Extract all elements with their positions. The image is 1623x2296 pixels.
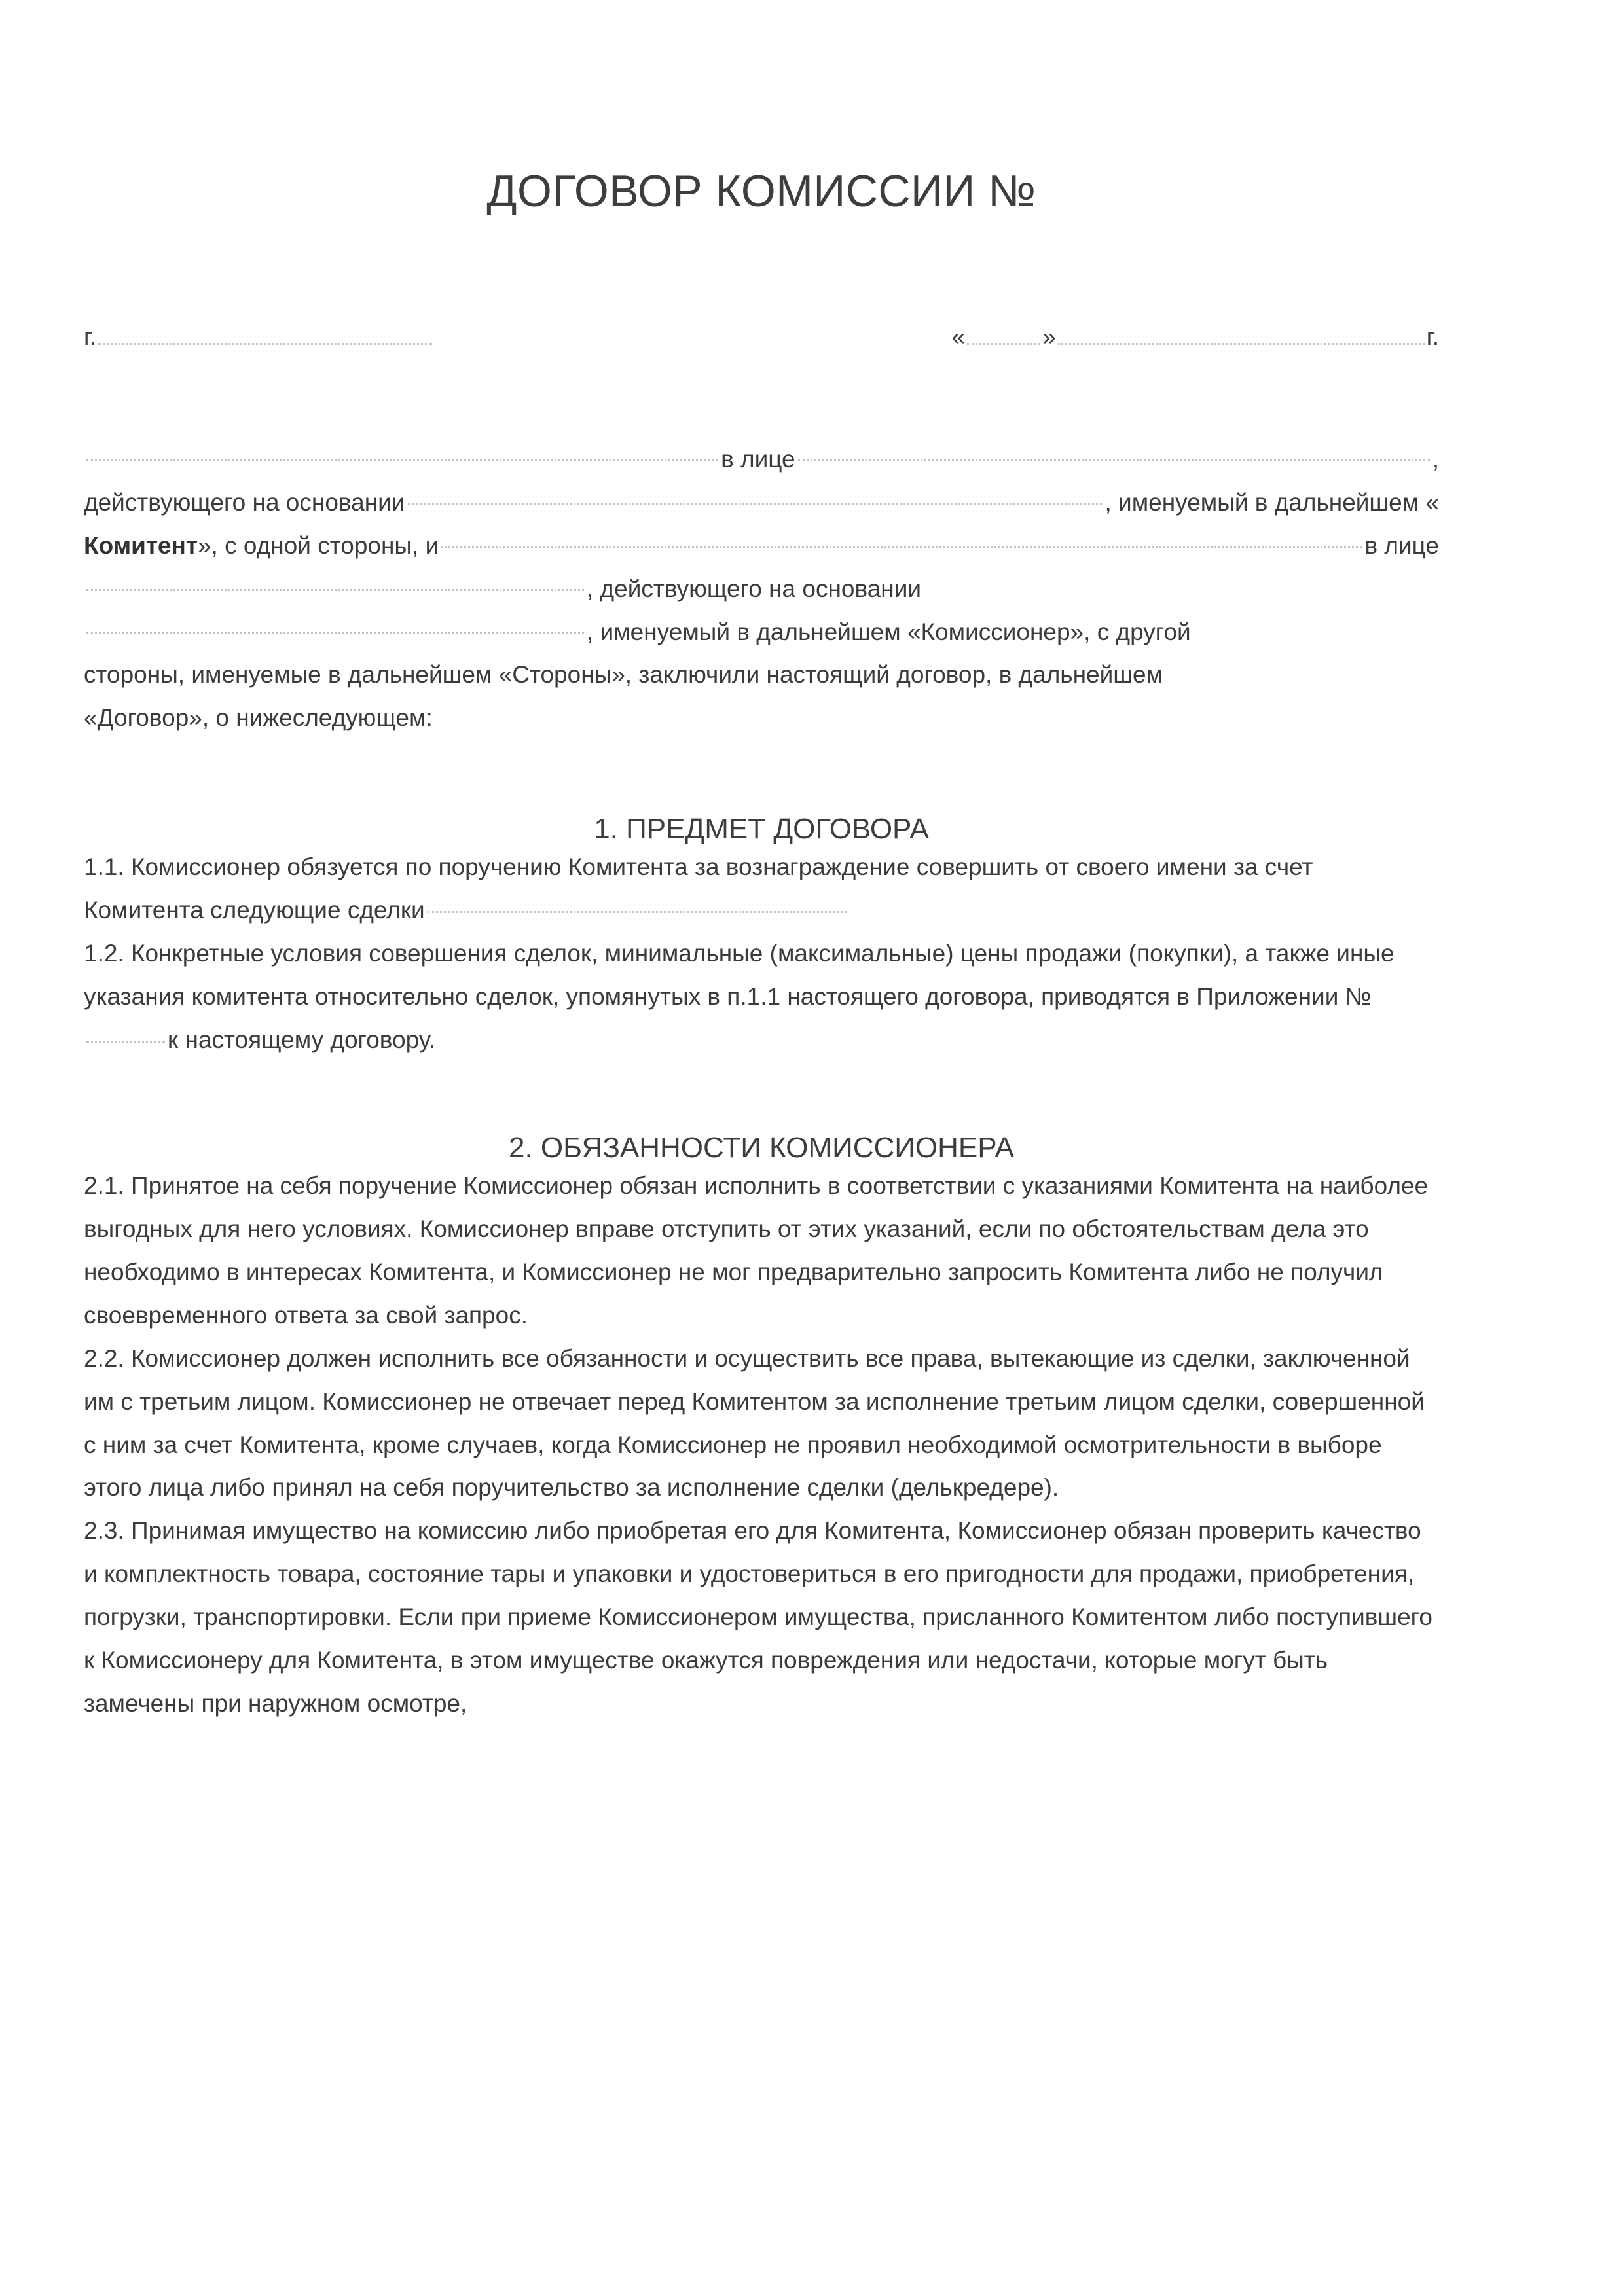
section-heading-2: 2. ОБЯЗАННОСТИ КОМИССИОНЕРА [509, 1132, 1014, 1164]
party2-representative-blank[interactable] [86, 588, 584, 591]
quote-close: » [1042, 323, 1056, 350]
date-field [952, 318, 1439, 355]
appendix-number-blank[interactable] [86, 1040, 165, 1043]
section-heading-1: 1. ПРЕДМЕТ ДОГОВОРА [594, 813, 929, 846]
party2-name-blank[interactable] [441, 545, 1362, 548]
preamble-line6-text: стороны, именуемые в дальнейшем «Стороны», заключили настоящий договор, в дальнейшем [84, 661, 1163, 689]
preamble-line-6 [84, 653, 1439, 696]
preamble-line-7 [84, 696, 1439, 740]
paragraph-1-1 [84, 846, 1439, 932]
preamble-line-5 [84, 611, 1439, 654]
month-year-blank-line[interactable] [1058, 342, 1425, 345]
preamble-line7-text: «Договор», о нижеследующем: [84, 704, 433, 732]
party1-basis-blank[interactable] [408, 502, 1103, 505]
paragraph-1-2 [84, 932, 1439, 1062]
page-title: ДОГОВОР КОМИССИИ № [486, 166, 1036, 216]
paragraph-2-2: 2.2. Комиссионер должен исполнить все обязанности и осуществить все права, вытекающие из сделки, заключенной им с третьим лицом. Комиссионер не отвечает перед Комитентом за исполнение третьим лицом сделки, совершенной с ним за счет Комитента, кроме случаев, когда Комиссионер не проявил необходимой осмотрительности в выборе этого лица либо принял на себя поручительство за исполнение сделки (делькредере). [84, 1344, 1425, 1501]
document-content [84, 0, 1439, 1725]
paragraph-2-1: 2.1. Принятое на себя поручение Комиссионер обязан исполнить в соответствии с указаниями Комитента на наиболее выгодных для него условиях. Комиссионер вправе отступить от этих указаний, если по обстоятельствам дела это необходимо в интересах Комитента, и Комиссионер не мог предварительно запросить Комитента либо не получил своевременного ответа за свой запрос. [84, 1172, 1429, 1329]
preamble-block [84, 438, 1439, 740]
preamble-line-1 [84, 438, 1439, 481]
preamble-line1-tail: , [1432, 446, 1439, 473]
preamble-basis-label-1: действующего на основании [84, 489, 405, 516]
party1-representative-blank[interactable] [798, 459, 1430, 461]
party1-name-blank[interactable] [86, 459, 718, 461]
preamble-line-4 [84, 567, 1439, 611]
preamble-line-2 [84, 481, 1439, 524]
preamble-line3-after: », с одной стороны, и [197, 531, 439, 559]
paragraph-1-1-text: 1.1. Комиссионер обязуется по поручению Комитента за вознаграждение совершить от своего имени за счет Комитента следующие сделки [84, 853, 1313, 924]
place-date-row [84, 318, 1439, 355]
quote-open: « [951, 323, 966, 350]
preamble-v-litse-label-2: в лице [1364, 531, 1439, 559]
paragraph-1-2-text-part2: к настоящему договору. [168, 1026, 435, 1053]
preamble-line4-tail: , действующего на основании [587, 575, 922, 602]
term-komitent: Комитент [84, 531, 198, 559]
place-field [84, 318, 434, 355]
deals-blank-line[interactable] [428, 910, 847, 913]
city-blank-line[interactable] [98, 342, 432, 345]
year-suffix-label: г. [1426, 323, 1439, 350]
city-prefix-label: г. [84, 323, 97, 350]
paragraph-1-2-text-part1: 1.2. Конкретные условия совершения сделок, минимальные (максимальные) цены продажи (покупки), а также иные указания комитента относительно сделок, упомянутых в п.1.1 настоящего договора, приводятся в Приложении № [84, 939, 1395, 1010]
paragraph-2-3: 2.3. Принимая имущество на комиссию либо приобретая его для Комитента, Комиссионер обязан проверить качество и комплектность товара, состояние тары и упаковки и удостовериться в его пригодности для продажи, приобретения, погрузки, транспортировки. Если при приеме Комиссионером имущества, присланного Комитентом либо поступившего к Комиссионеру для Комитента, в этом имуществе окажутся повреждения или недостачи, которые могут быть замечены при наружном осмотре, [84, 1517, 1432, 1717]
preamble-line-3 [84, 524, 1439, 567]
preamble-v-litse-label-1: в лице [721, 446, 795, 473]
day-blank-line[interactable] [967, 342, 1040, 345]
preamble-line2-tail: , именуемый в дальнейшем « [1104, 489, 1439, 516]
party2-basis-blank[interactable] [86, 632, 584, 634]
preamble-line5-tail: , именуемый в дальнейшем «Комиссионер», с другой [587, 618, 1191, 645]
